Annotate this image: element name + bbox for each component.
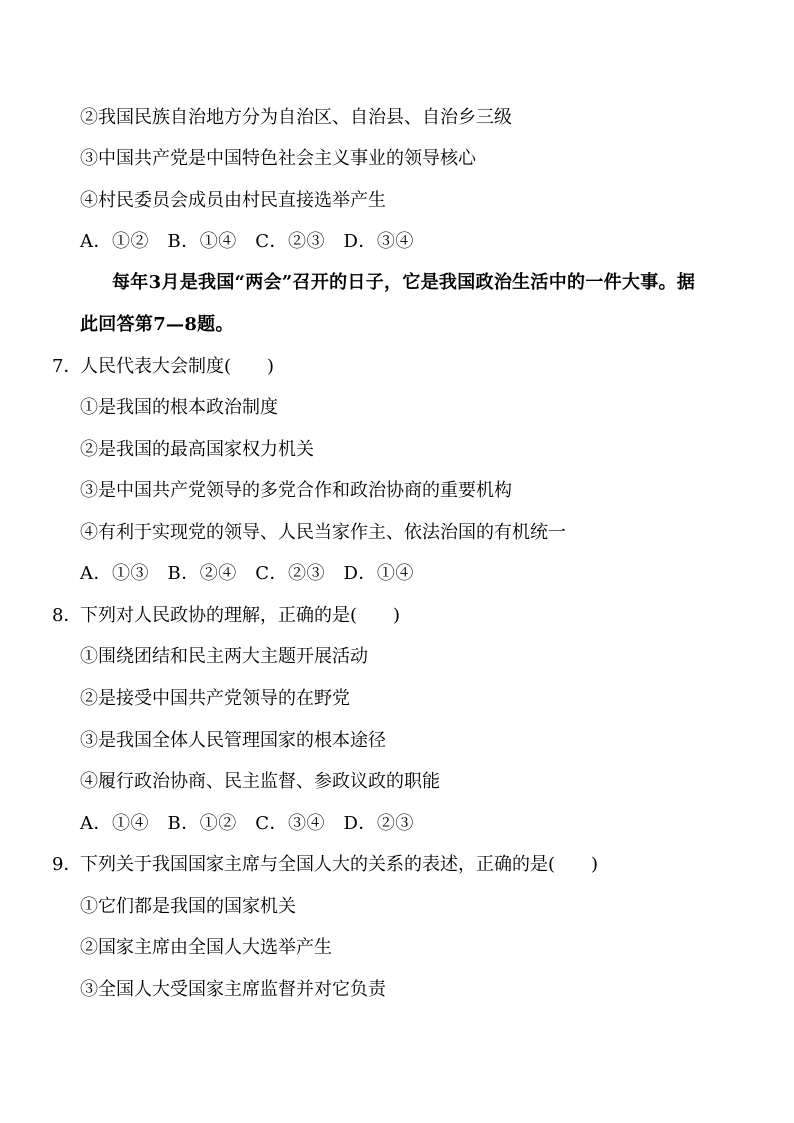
q9-number: 9． <box>52 854 82 875</box>
q7-answer-choices: A．①③ B．②④ C．②③ D．①④ <box>80 563 414 584</box>
prev-option-3: ③中国共产党是中国特色社会主义事业的领导核心 <box>80 148 476 169</box>
q8-option-3: ③是我国全体人民管理国家的根本途径 <box>80 730 386 751</box>
q7-number: 7． <box>52 356 82 377</box>
q9-option-1: ①它们都是我国的国家机关 <box>80 896 296 917</box>
q8-option-4: ④履行政治协商、民主监督、参政议政的职能 <box>80 771 440 792</box>
q7-option-3: ③是中国共产党领导的多党合作和政治协商的重要机构 <box>80 480 512 501</box>
q7-stem: 人民代表大会制度( ) <box>80 356 275 377</box>
q9-option-3: ③全国人大受国家主席监督并对它负责 <box>80 979 386 1000</box>
q8-option-1: ①围绕团结和民主两大主题开展活动 <box>80 646 368 667</box>
reading-intro-line-1: 每年3月是我国“两会”召开的日子，它是我国政治生活中的一件大事。据 <box>112 272 696 293</box>
prev-option-4: ④村民委员会成员由村民直接选举产生 <box>80 190 386 211</box>
q8-option-2: ②是接受中国共产党领导的在野党 <box>80 688 350 709</box>
prev-answer-choices: A．①② B．①④ C．②③ D．③④ <box>80 231 414 252</box>
q7-option-2: ②是我国的最高国家权力机关 <box>80 439 314 460</box>
q9-stem: 下列关于我国国家主席与全国人大的关系的表述，正确的是( ) <box>80 854 599 875</box>
reading-intro-line-2: 此回答第7—8题。 <box>80 314 234 335</box>
q7-option-4: ④有利于实现党的领导、人民当家作主、依法治国的有机统一 <box>80 522 566 543</box>
prev-option-2: ②我国民族自治地方分为自治区、自治县、自治乡三级 <box>80 107 512 128</box>
q9-option-2: ②国家主席由全国人大选举产生 <box>80 937 332 958</box>
q8-answer-choices: A．①④ B．①② C．③④ D．②③ <box>80 813 414 834</box>
q8-number: 8． <box>52 605 82 626</box>
q8-stem: 下列对人民政协的理解，正确的是( ) <box>80 605 401 626</box>
q7-option-1: ①是我国的根本政治制度 <box>80 397 278 418</box>
